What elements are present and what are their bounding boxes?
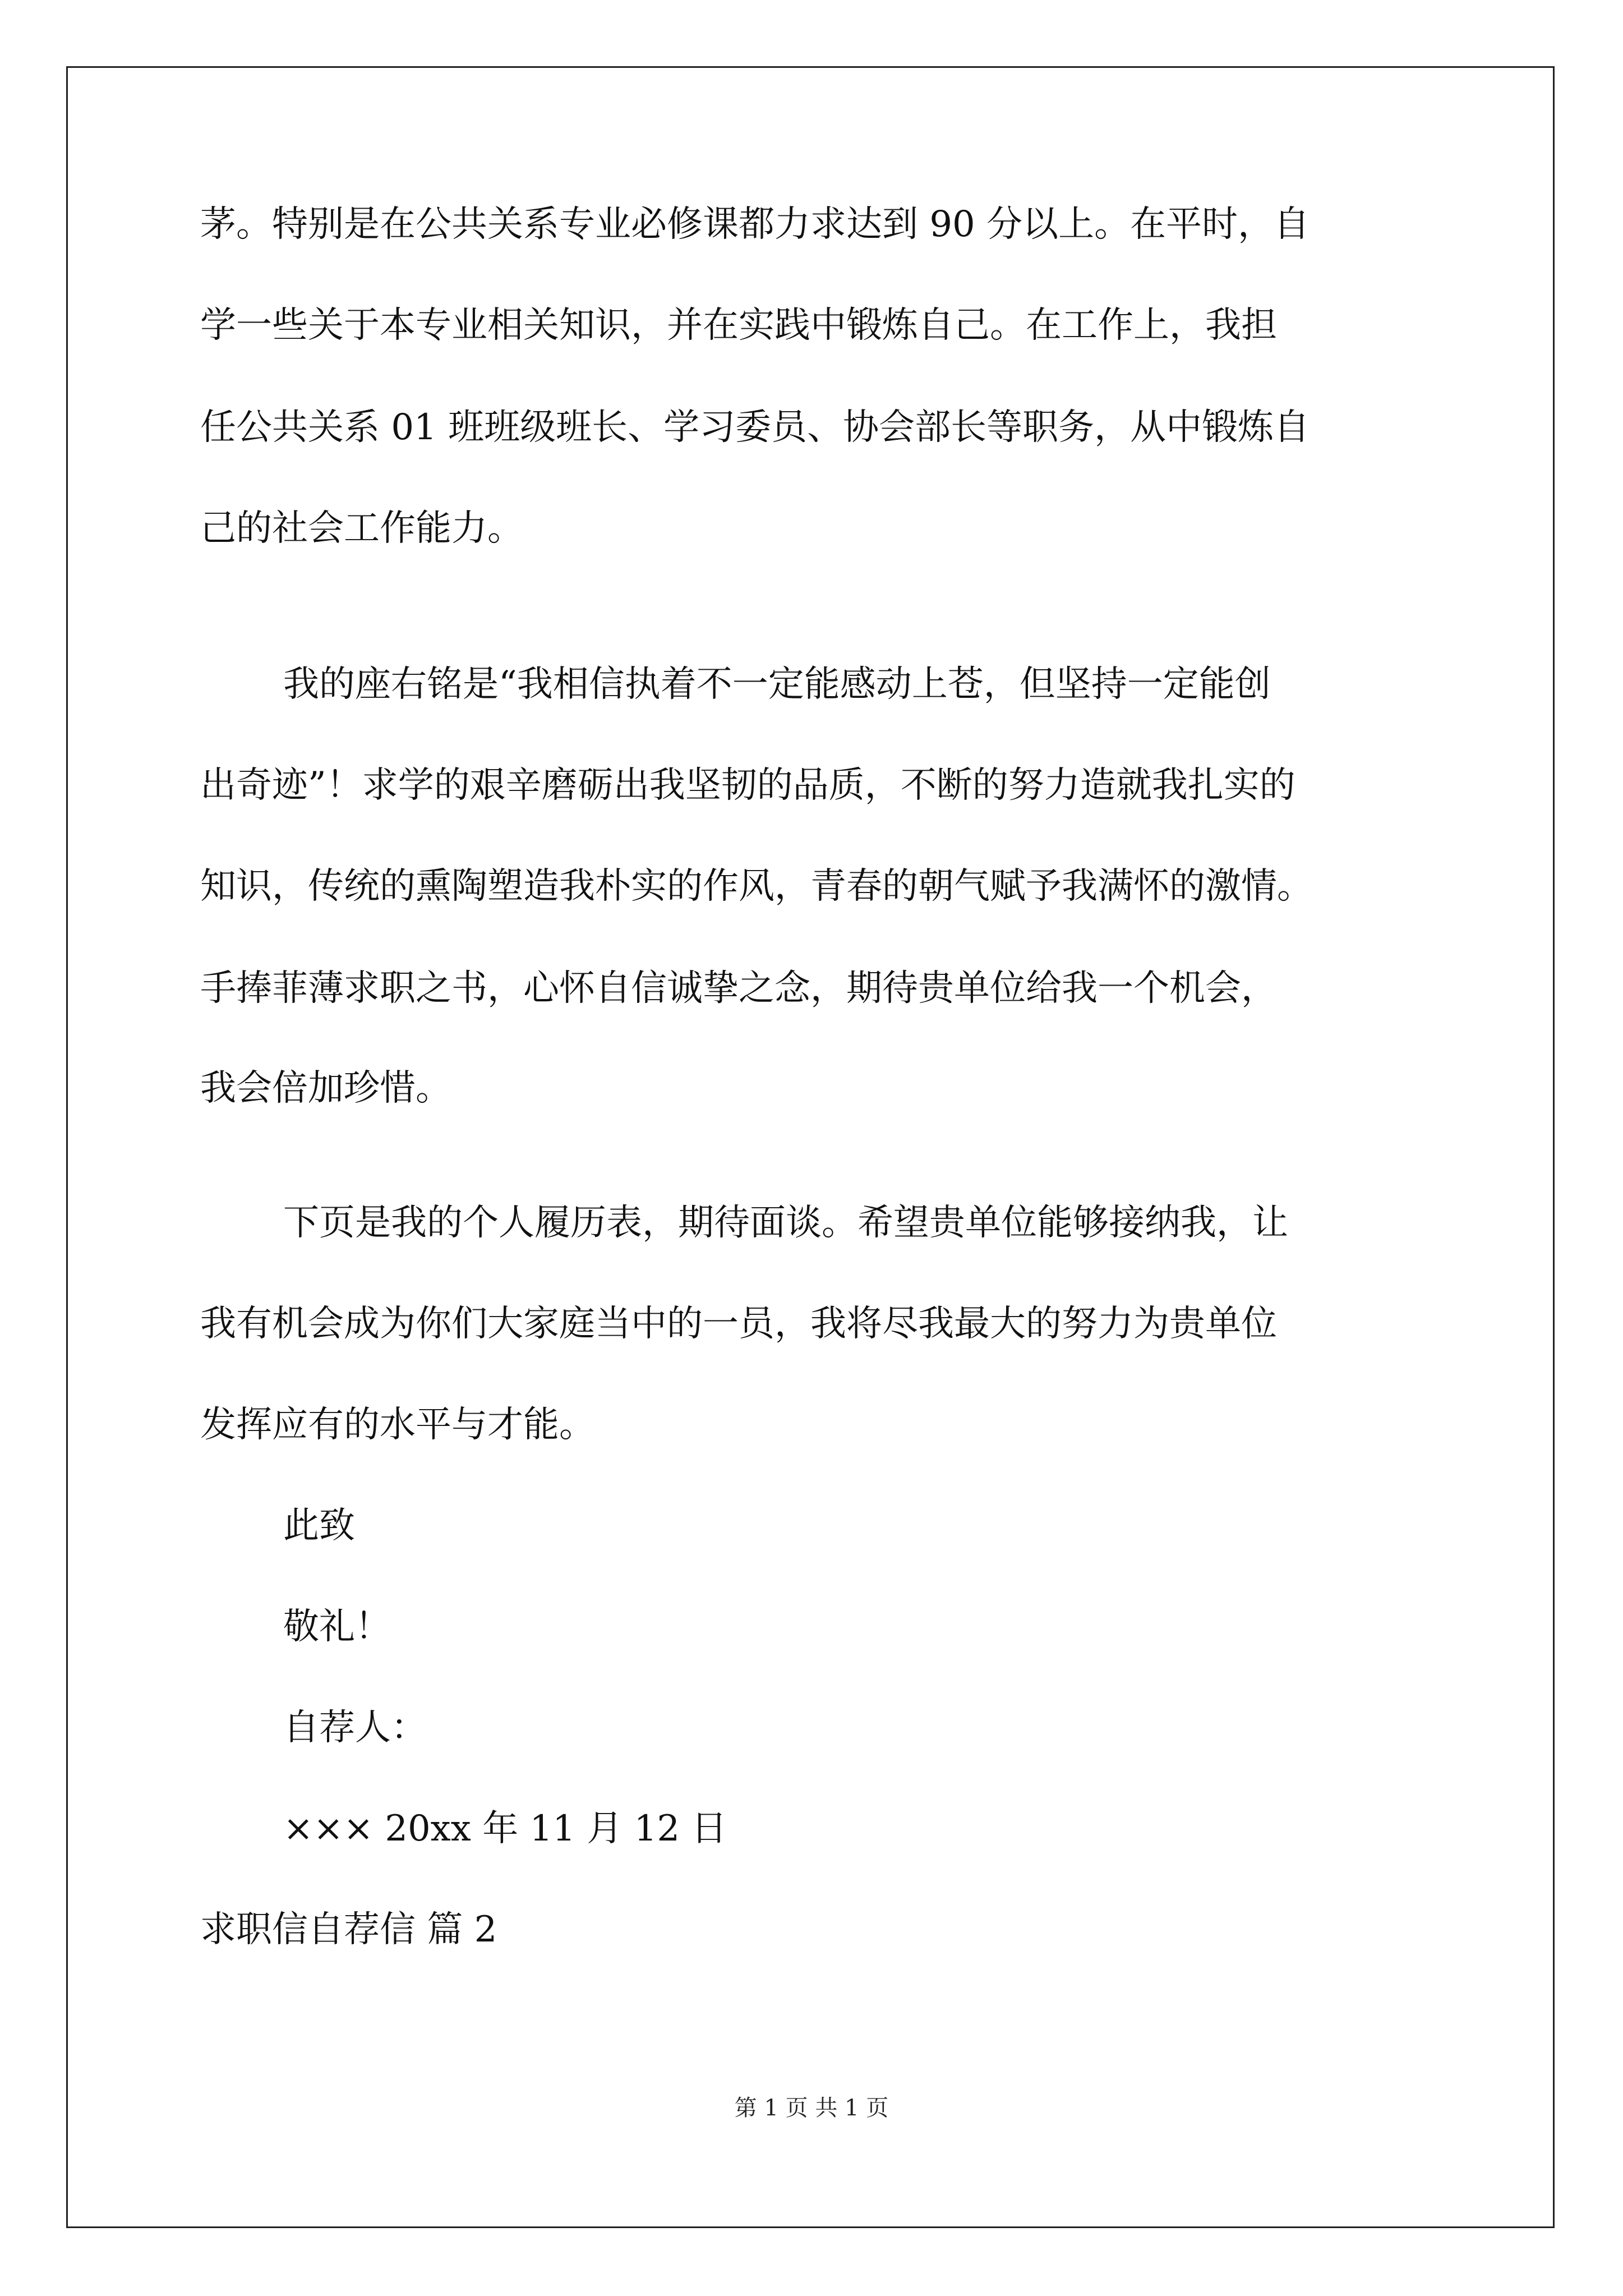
paragraph-line: 手捧菲薄求职之书，心怀自信诚挚之念，期待贵单位给我一个机会， [200,968,1277,1009]
paragraph-line: 下页是我的个人履历表，期待面谈。希望贵单位能够接纳我，让 [283,1202,1288,1244]
paragraph-line: 我的座右铭是“我相信执着不一定能感动上苍，但坚持一定能创 [283,664,1271,705]
page-border [66,66,1555,2228]
paragraph-line: 任公共关系 01 班班级班长、学习委员、协会部长等职务，从中锻炼自 [200,407,1310,448]
paragraph-line: 茅。特别是在公共关系专业必修课都力求达到 90 分以上。在平时，自 [200,204,1310,245]
signature-date: ××× 20xx 年 11 月 12 日 [283,1808,727,1849]
signature-label: 自荐人： [283,1707,427,1749]
paragraph-line: 知识，传统的熏陶塑造我朴实的作风，青春的朝气赋予我满怀的激情。 [200,866,1313,907]
paragraph-line: 学一些关于本专业相关知识，并在实践中锻炼自己。在工作上，我担 [200,305,1277,346]
paragraph-line: 己的社会工作能力。 [200,508,523,549]
paragraph-line: 我有机会成为你们大家庭当中的一员，我将尽我最大的努力为贵单位 [200,1303,1277,1345]
closing-regards: 敬礼！ [283,1606,391,1648]
paragraph-line: 我会倍加珍惜。 [200,1068,451,1109]
section-heading: 求职信自荐信 篇 2 [200,1909,497,1950]
paragraph-line: 发挥应有的水平与才能。 [200,1404,595,1446]
paragraph-line: 出奇迹”！求学的艰辛磨砺出我坚韧的品质，不断的努力造就我扎实的 [200,765,1295,806]
page-footer: 第 1 页 共 1 页 [734,2095,889,2121]
closing-salutation: 此致 [283,1505,355,1547]
